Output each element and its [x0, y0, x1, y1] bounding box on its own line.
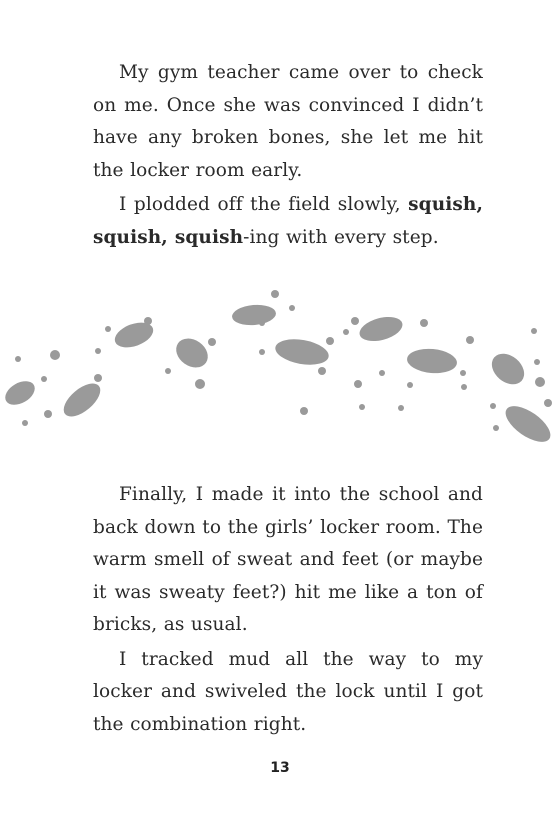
paragraph-text: I plodded off the field slowly,	[119, 194, 409, 215]
text-block-bottom	[93, 479, 483, 741]
page-number: 13	[270, 760, 290, 776]
muddy-footprints-icon	[0, 283, 560, 453]
paragraph	[93, 479, 483, 642]
paragraph-text: Finally, I made it into the school and back down to the girls’ locker room. The warm smell of sweat and feet (or maybe it was sweaty feet?) hit me like a ton of bricks, as usual.	[93, 484, 483, 635]
paragraph-text: I tracked mud all the way to my locker and swiveled the lock until I got the combination right.	[93, 648, 483, 735]
paragraph-text: -ing with every step.	[243, 226, 439, 248]
paragraph	[93, 644, 483, 742]
paragraph-text: My gym teacher came over to check on me. Once she was convinced I didn’t have any broken bones, she let me hit the locker room early.	[93, 62, 483, 181]
paragraph	[93, 57, 483, 187]
bold-sound-effect: squish, squish, squish	[93, 194, 483, 248]
paragraph	[93, 189, 483, 254]
text-block-top	[93, 57, 483, 254]
